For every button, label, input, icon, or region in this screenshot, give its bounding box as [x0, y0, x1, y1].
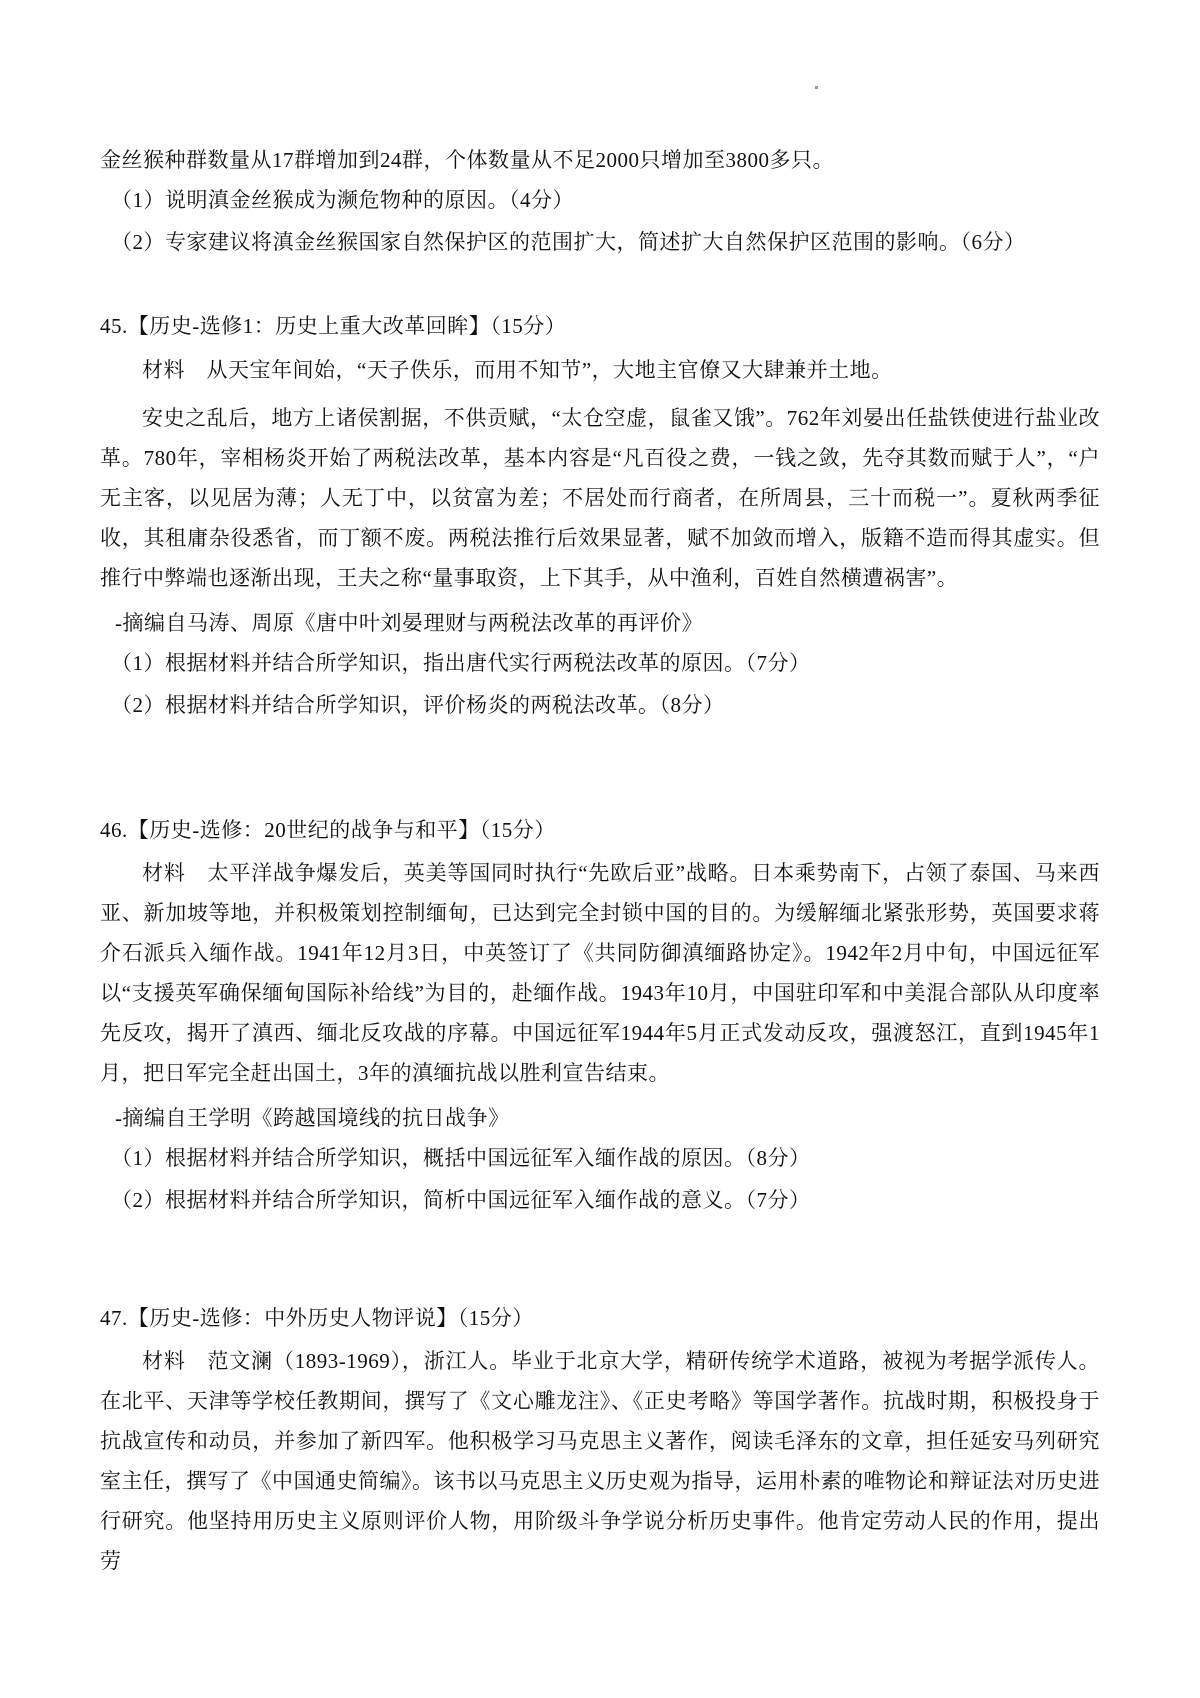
question-46-source-attribution: -摘编自王学明《跨越国境线的抗日战争》 — [115, 1106, 510, 1130]
intro-subquestion-2: （2）专家建议将滇金丝猴国家自然保护区的范围扩大，简述扩大自然保护区范围的影响。（6分） — [111, 230, 1026, 254]
section-intro-continuation — [100, 140, 1100, 262]
section-question-46 — [100, 810, 1100, 1220]
intro-continuation-line: 金丝猴种群数量从17群增加到24群，个体数量从不足2000只增加至3800多只。 — [100, 148, 834, 172]
question-47-heading: 47.【历史-选修：中外历史人物评说】（15分） — [100, 1306, 534, 1330]
intro-subquestion-1: （1）说明滇金丝猴成为濒危物种的原因。（4分） — [111, 188, 574, 212]
question-46-subquestion-1: （1）根据材料并结合所学知识，概括中国远征军入缅作战的原因。（8分） — [111, 1146, 811, 1170]
question-46-subquestion-2: （2）根据材料并结合所学知识，简析中国远征军入缅作战的意义。（7分） — [111, 1188, 811, 1212]
question-46-material-paragraph: 材料 太平洋战争爆发后，英美等国同时执行“先欧后亚”战略。日本乘势南下，占领了泰国、马来西亚、新加坡等地，并积极策划控制缅甸，已达到完全封锁中国的目的。为缓解缅北紧张形势，英国要求蒋介石派兵入缅作战。1941年12月3日，中英签订了《共同防御滇缅路协定》。1942年2月中旬，中国远征军以“支援英军确保缅甸国际补给线”为目的，赴缅作战。1943年10月，中国驻印军和中美混合部队从印度率先反攻，揭开了滇西、缅北反攻战的序幕。中国远征军1944年5月正式发动反攻，强渡怒江，直到1945年1月，把日军完全赶出国土，3年的滇缅抗战以胜利宣告结束。 — [100, 861, 1100, 1085]
scan-speck-artifact — [815, 86, 818, 89]
question-47-material-paragraph: 材料 范文澜（1893-1969），浙江人。毕业于北京大学，精研传统学术道路，被视为考据学派传人。在北平、天津等学校任教期间，撰写了《文心雕龙注》、《正史考略》等国学著作。抗战时期，积极投身于抗战宣传和动员，并参加了新四军。他积极学习马克思主义著作，阅读毛泽东的文章，担任延安马列研究室主任，撰写了《中国通史简编》。该书以马克思主义历史观为指导，运用朴素的唯物论和辩证法对历史进行研究。他坚持用历史主义原则评价人物，用阶级斗争学说分析历史事件。他肯定劳动人民的作用，提出劳 — [100, 1349, 1100, 1573]
question-45-subquestion-2: （2）根据材料并结合所学知识，评价杨炎的两税法改革。（8分） — [111, 693, 725, 717]
question-45-source-attribution: -摘编自马涛、周原《唐中叶刘晏理财与两税法改革的再评价》 — [115, 611, 703, 635]
question-45-heading: 45.【历史-选修1：历史上重大改革回眸】（15分） — [100, 314, 567, 338]
section-question-45 — [100, 306, 1100, 725]
section-question-47 — [100, 1298, 1100, 1581]
question-46-heading: 46.【历史-选修：20世纪的战争与和平】（15分） — [100, 818, 556, 842]
question-45-subquestion-1: （1）根据材料并结合所学知识，指出唐代实行两税法改革的原因。（7分） — [111, 651, 811, 675]
question-45-material-paragraph-1: 材料 从天宝年间始，“天子佚乐，而用不知节”，大地主官僚又大肆兼并土地。 — [142, 358, 893, 382]
question-45-material-paragraph-2: 安史之乱后，地方上诸侯割据，不供贡赋，“太仓空虚，鼠雀又饿”。762年刘晏出任盐铁使进行盐业改革。780年，宰相杨炎开始了两税法改革，基本内容是“凡百役之费，一钱之敛，先夺其数而赋于人”，“户无主客，以见居为薄；人无丁中，以贫富为差；不居处而行商者，在所周县，三十而税一”。夏秋两季征收，其租庸杂役悉省，而丁额不废。两税法推行后效果显著，赋不加敛而增入，版籍不造而得其虚实。但推行中弊端也逐渐出现，王夫之称“量事取资，上下其手，从中渔利，百姓自然横遭祸害”。 — [100, 406, 1100, 590]
